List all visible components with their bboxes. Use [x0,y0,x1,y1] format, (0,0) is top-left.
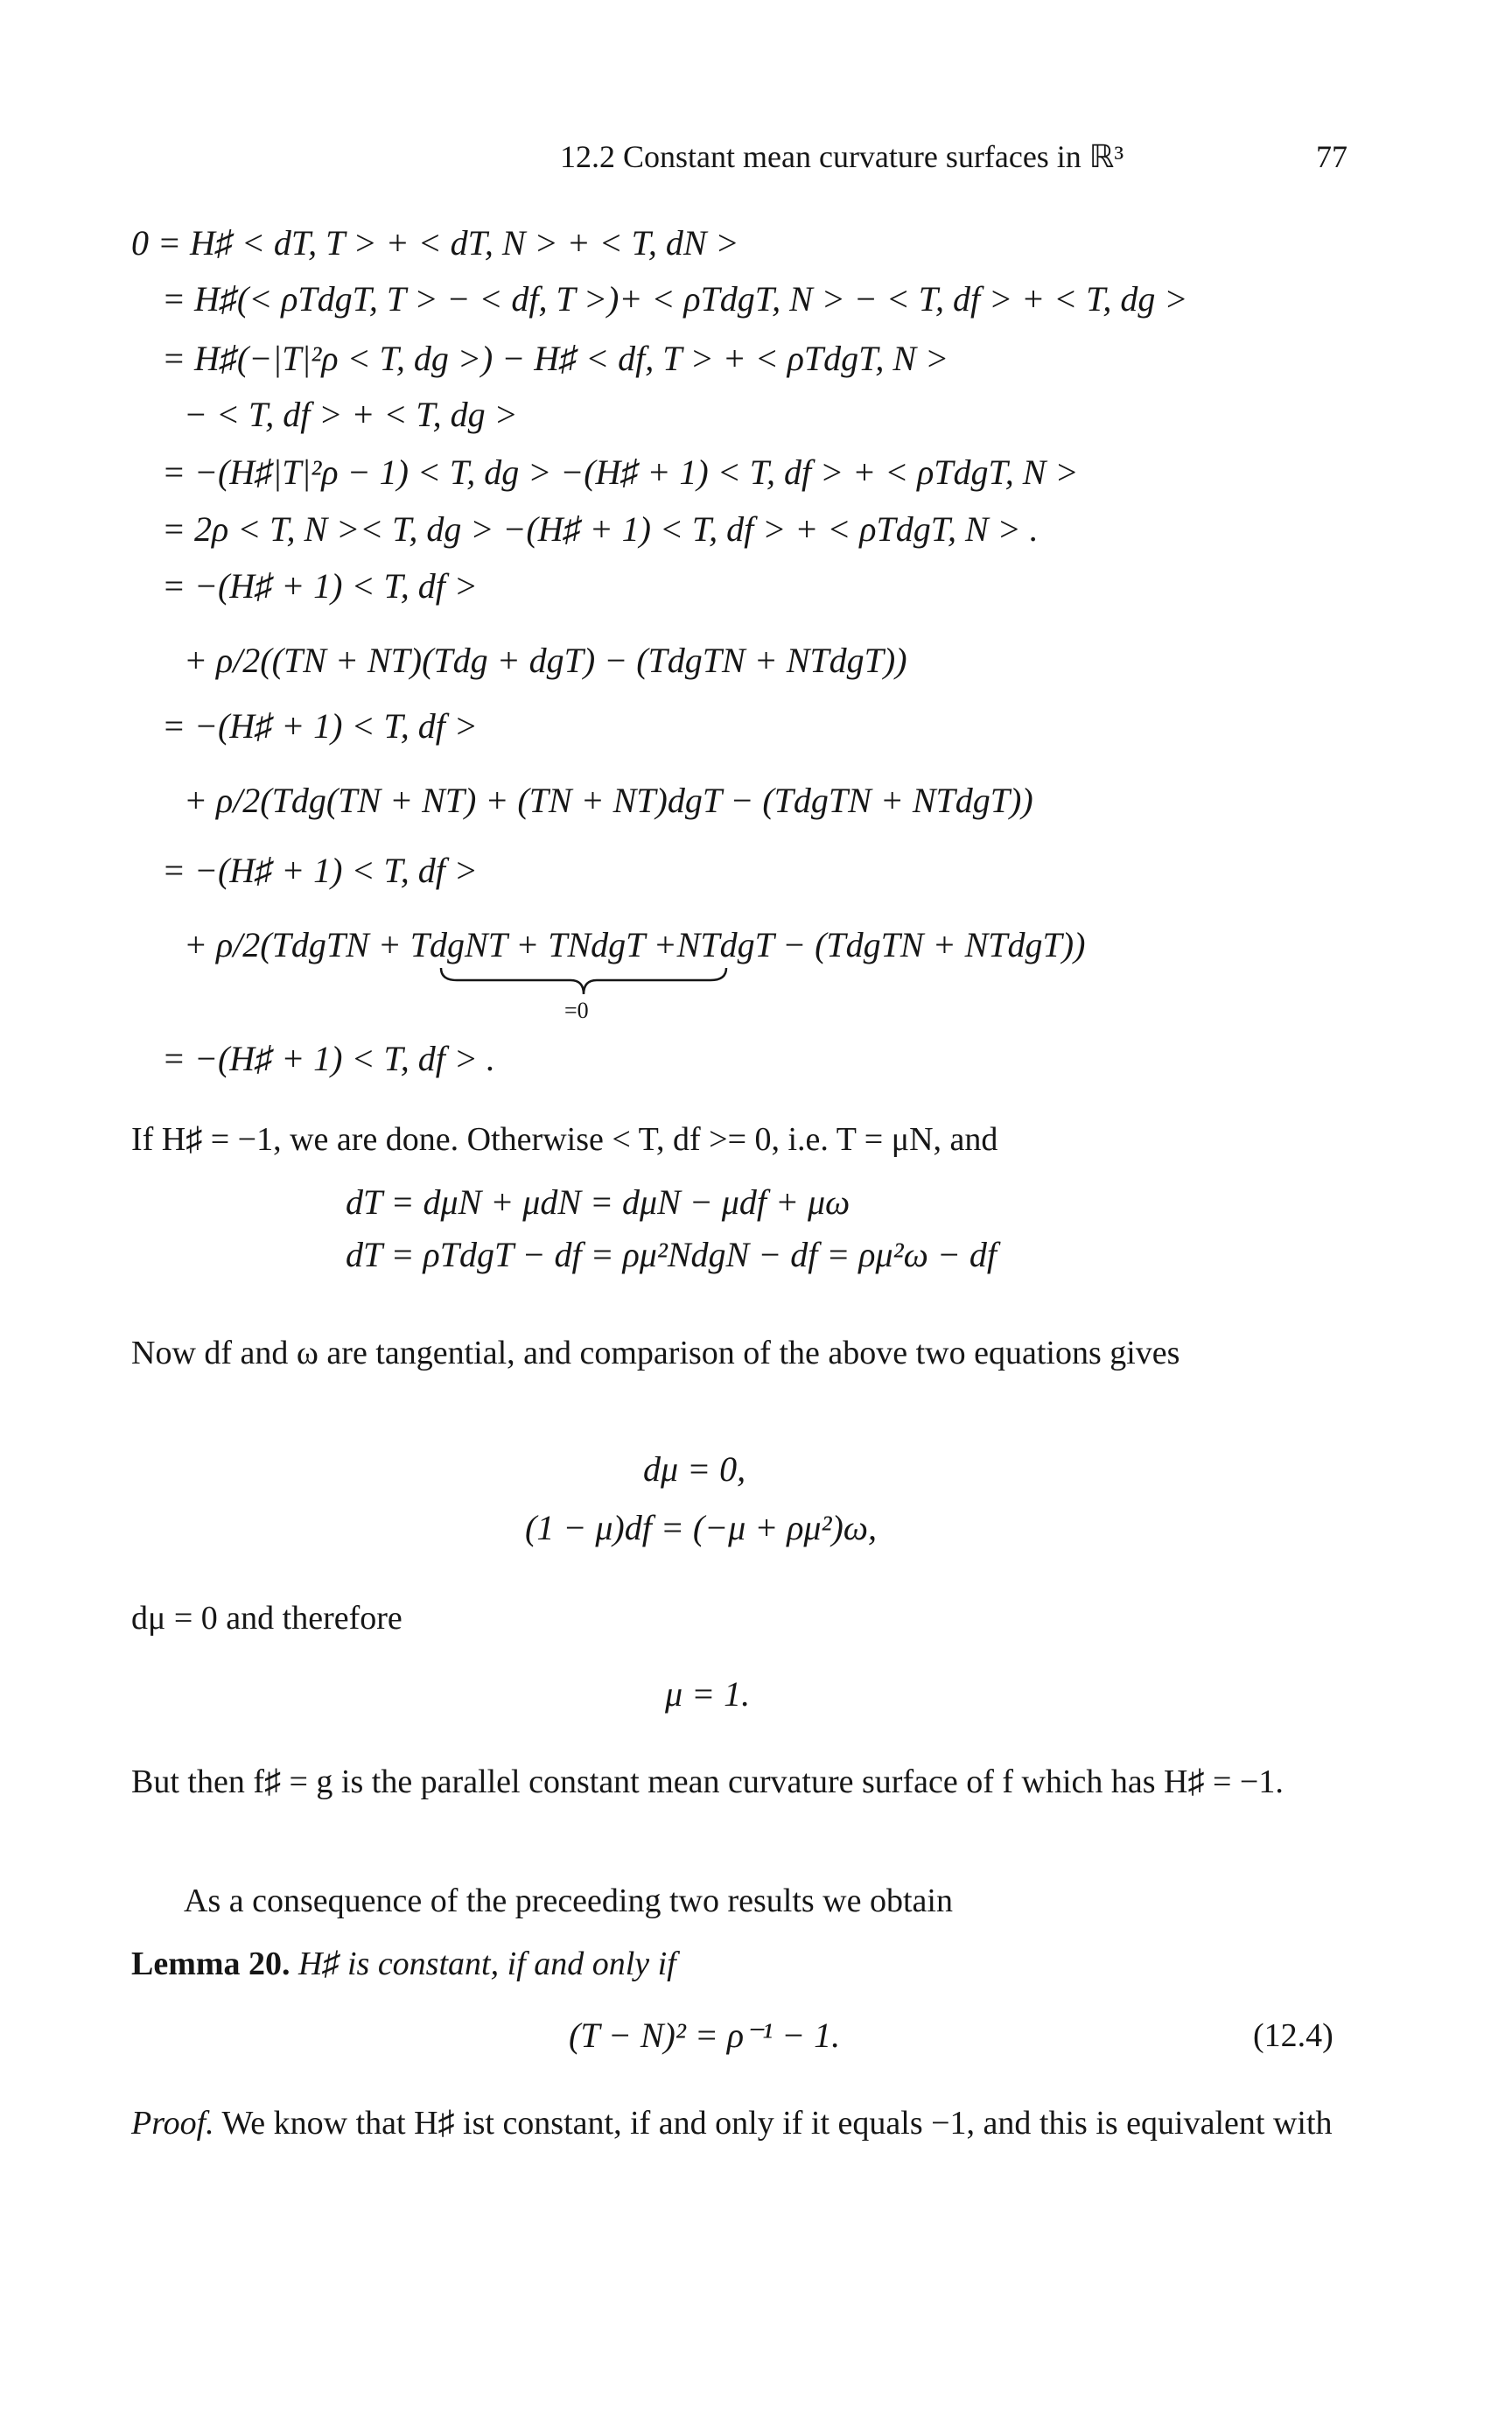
derivation-line-8: + ρ/2((TN + NT)(Tdg + dgT) − (TdgTN + NTdgT)) [184,641,907,680]
derivation-line-1: 0 = H♯ < dT, T > + < dT, N > + < T, dN > [131,223,739,263]
underbrace [439,966,728,998]
derivation-line-11: = −(H♯ + 1) < T, df > [162,851,478,890]
lemma-20 [131,1945,676,1983]
underbrace-label: =0 [564,998,589,1023]
derivation-line-7: = −(H♯ + 1) < T, df > [162,566,478,606]
paragraph-parallel: But then f♯ = g is the parallel constant mean curvature surface of f which has H♯ = −1. [131,1763,1284,1800]
derivation-line-13: = −(H♯ + 1) < T, df > . [162,1039,495,1078]
lemma-statement: H♯ is constant, if and only if [298,1946,676,1982]
derivation-line-6: = 2ρ < T, N >< T, dg > −(H♯ + 1) < T, df > + < ρTdgT, N > . [162,509,1039,549]
equation-dT-2: dT = ρTdgT − df = ρμ²NdgN − df = ρμ²ω − df [346,1235,997,1274]
proof-text: We know that H♯ ist constant, if and only if it equals −1, and this is equivalent with [221,2105,1333,2142]
derivation-line-3: = H♯(−|T|²ρ < T, dg >) − H♯ < df, T > + < ρTdgT, N > [162,339,949,378]
derivation-line-2: = H♯(< ρTdgT, T > − < df, T >)+ < ρTdgT, N > − < T, df > + < T, dg > [162,279,1188,319]
derivation-line-12: + ρ/2(TdgTN + TdgNT + TNdgT +NTdgT − (TdgTN + NTdgT)) [184,925,1086,964]
running-header [560,138,1348,182]
paragraph-tangential: Now df and ω are tangential, and comparison of the above two equations gives [131,1335,1180,1371]
derivation-line-10: + ρ/2(Tdg(TN + NT) + (TN + NT)dgT − (TdgTN + NTdgT)) [184,781,1033,820]
equation-mu-relation: (1 − μ)df = (−μ + ρμ²)ω, [525,1508,878,1547]
lemma-label: Lemma 20. [131,1946,290,1982]
paragraph-done: If H♯ = −1, we are done. Otherwise < T, df >= 0, i.e. T = μN, and [131,1121,998,1158]
page-number: 77 [1316,139,1348,174]
derivation-line-9: = −(H♯ + 1) < T, df > [162,706,478,746]
running-title: 12.2 Constant mean curvature surfaces in ℝ³ [560,139,1124,174]
derivation-line-4: − < T, df > + < T, dg > [184,395,518,434]
equation-dmu: dμ = 0, [643,1449,746,1489]
paragraph-consequence: As a consequence of the preceeding two results we obtain [184,1883,953,1919]
equation-lemma: (T − N)² = ρ⁻¹ − 1. [569,2016,841,2055]
equation-mu-1: μ = 1. [665,1674,751,1714]
equation-dT-1: dT = dμN + μdN = dμN − μdf + μω [346,1182,850,1222]
proof-paragraph [131,2102,1339,2144]
proof-label: Proof. [131,2105,214,2142]
paragraph-therefore: dμ = 0 and therefore [131,1600,402,1637]
equation-number: (12.4) [1253,2017,1334,2054]
derivation-line-5: = −(H♯|T|²ρ − 1) < T, dg > −(H♯ + 1) < T, df > + < ρTdgT, N > [162,452,1079,492]
